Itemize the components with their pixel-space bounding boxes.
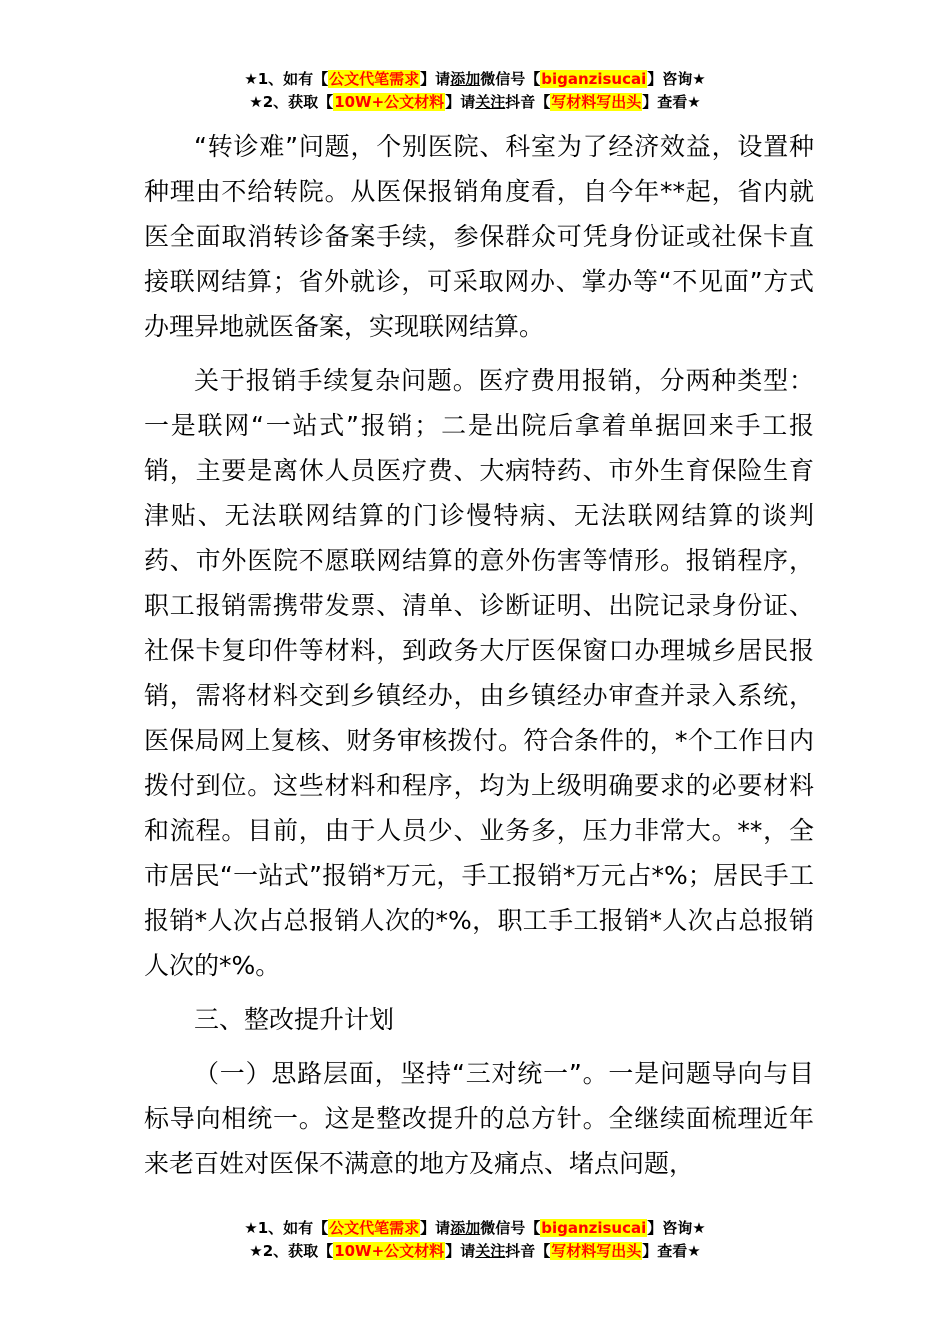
highlight-douyin-account: 写材料写出头 — [551, 93, 642, 111]
paragraph-reimbursement: 关于报销手续复杂问题。医疗费用报销，分两种类型：一是联网“一站式”报销；二是出院后拿着单据回来手工报销，主要是离休人员医疗费、大病特药、市外生育保险生育津贴、无法联网结算的门诊慢特病、无法联网结算的谈判药、市外医院不愿联网结算的意外伤害等情形。报销程序，职工报销需携带发票、清单、诊断证明、出院记录身份证、社保卡复印件等材料，到政务大厅医保窗口办理城乡居民报销，需将材料交到乡镇经办，由乡镇经办审查并录入系统，医保局网上复核、财务审核拨付。符合条件的，*个工作日内拨付到位。这些材料和程序，均为上级明确要求的必要材料和流程。目前，由于人员少、业务多，压力非常大。**，全市居民“一站式”报销*万元，手工报销*万元占*%；居民手工报销*人次占总报销人次的*%，职工手工报销*人次占总报销人次的*%。 — [144, 366, 814, 980]
promo-banner-bottom — [0, 1217, 950, 1263]
promo-banner-top — [0, 68, 950, 114]
underlined-follow-bottom: 关注 — [475, 1242, 506, 1260]
promo-line-1: ★1、如有【公文代笔需求】请添加微信号【biganzisucai】咨询★ — [244, 70, 706, 88]
highlight-wechat-id-bottom: biganzisucai — [541, 1219, 647, 1237]
highlight-ghostwriting-bottom: 公文代笔需求 — [329, 1219, 420, 1237]
highlight-materials-bottom: 10W+公文材料 — [334, 1242, 445, 1260]
section-heading-plan: 三、整改提升计划 — [194, 1005, 395, 1034]
highlight-materials: 10W+公文材料 — [334, 93, 445, 111]
document-body — [144, 124, 814, 1186]
highlight-douyin-account-bottom: 写材料写出头 — [551, 1242, 642, 1260]
highlight-ghostwriting: 公文代笔需求 — [329, 70, 420, 88]
highlight-wechat-id: biganzisucai — [541, 70, 647, 88]
paragraph-referral: “转诊难”问题，个别医院、科室为了经济效益，设置种种理由不给转院。从医保报销角度看，自今年**起，省内就医全面取消转诊备案手续，参保群众可凭身份证或社保卡直接联网结算；省外就诊，可采取网办、掌办等“不见面”方式办理异地就医备案，实现联网结算。 — [144, 132, 814, 341]
promo-line-1-bottom: ★1、如有【公文代笔需求】请添加微信号【biganzisucai】咨询★ — [244, 1219, 706, 1237]
promo-line-2: ★2、获取【10W+公文材料】请关注抖音【写材料写出头】查看★ — [249, 93, 701, 111]
underlined-follow: 关注 — [475, 93, 506, 111]
paragraph-approach: （一）思路层面，坚持“三对统一”。一是问题导向与目标导向相统一。这是整改提升的总方针。全继续面梳理近年来老百姓对医保不满意的地方及痛点、堵点问题， — [144, 1059, 814, 1178]
promo-line-2-bottom: ★2、获取【10W+公文材料】请关注抖音【写材料写出头】查看★ — [249, 1242, 701, 1260]
underlined-add: 添加 — [450, 70, 481, 88]
underlined-add-bottom: 添加 — [450, 1219, 481, 1237]
